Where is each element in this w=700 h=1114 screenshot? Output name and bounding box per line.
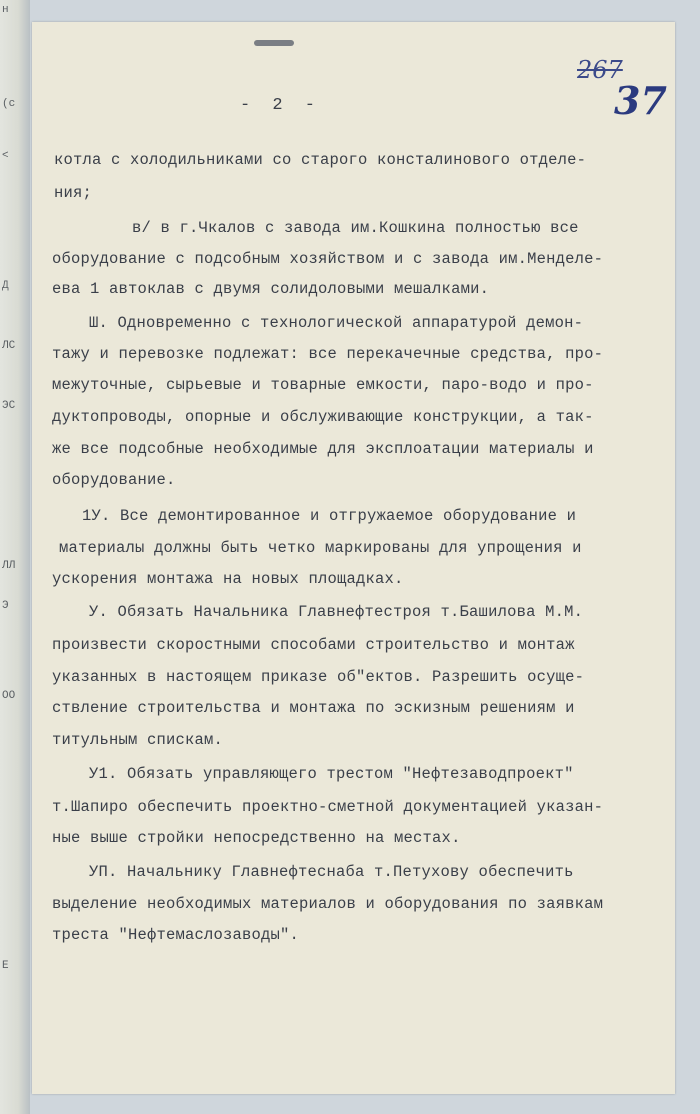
margin-mark: Э	[2, 600, 9, 612]
text-line: 1У. Все демонтированное и отгружаемое оборудование и	[82, 507, 577, 525]
adjacent-page-marks	[2, 0, 28, 1114]
margin-mark: н	[2, 4, 9, 16]
text-line: материалы должны быть четко маркированы для упрощения и	[59, 539, 582, 557]
document-page	[32, 22, 675, 1094]
text-line: УП. Начальнику Главнефтеснаба т.Петухову обеспечить	[89, 863, 574, 881]
adjacent-page-edge	[0, 0, 30, 1114]
margin-mark: Е	[2, 960, 9, 972]
page-number: - 2 -	[240, 96, 322, 115]
margin-mark: ЭС	[2, 400, 16, 412]
text-line: ные выше стройки непосредственно на местах.	[52, 829, 461, 847]
text-line: оборудование.	[52, 471, 176, 489]
text-line: ускорения монтажа на новых площадках.	[52, 570, 404, 588]
text-line: т.Шапиро обеспечить проектно-сметной документацией указан-	[52, 798, 604, 816]
text-line: У1. Обязать управляющего трестом "Нефтезаводпроект"	[89, 765, 574, 783]
archive-number-new: 37	[614, 78, 667, 123]
text-line: произвести скоростными способами строительство и монтаж	[52, 636, 575, 654]
margin-mark: ЛС	[2, 340, 16, 352]
text-line: же все подсобные необходимые для эксплоатации материалы и	[52, 440, 594, 458]
archive-number-old: 267	[577, 56, 623, 84]
text-line: дуктопроводы, опорные и обслуживающие конструкции, а так-	[52, 408, 594, 426]
text-line: котла с холодильниками со старого консталинового отделе-	[54, 151, 587, 169]
text-line: ева 1 автоклав с двумя солидоловыми мешалками.	[52, 280, 490, 298]
text-line: тажу и перевозке подлежат: все перекачечные средства, про-	[52, 345, 604, 363]
text-line: в/ в г.Чкалов с завода им.Кошкина полностью все	[132, 219, 579, 237]
text-line: Ш. Одновременно с технологической аппаратурой демон-	[89, 314, 584, 332]
text-line: ния;	[54, 184, 93, 202]
text-line: выделение необходимых материалов и оборудования по заявкам	[52, 895, 604, 913]
margin-mark: (с	[2, 98, 16, 110]
text-line: треста "Нефтемаслозаводы".	[52, 926, 300, 944]
text-line: указанных в настоящем приказе об"ектов. Разрешить осуще-	[52, 668, 585, 686]
text-line: У. Обязать Начальника Главнефтестроя т.Башилова М.М.	[89, 603, 584, 621]
text-line: титульным спискам.	[52, 731, 224, 749]
margin-mark: ЛЛ	[2, 560, 16, 572]
margin-mark: Д	[2, 280, 9, 292]
text-line: ствление строительства и монтажа по эскизным решениям и	[52, 699, 575, 717]
text-line: оборудование с подсобным хозяйством и с завода им.Менделе-	[52, 250, 604, 268]
text-line: межуточные, сырьевые и товарные емкости, паро-водо и про-	[52, 376, 594, 394]
document-body	[32, 22, 675, 1094]
margin-mark: ОО	[2, 690, 16, 702]
margin-mark: <	[2, 150, 9, 162]
